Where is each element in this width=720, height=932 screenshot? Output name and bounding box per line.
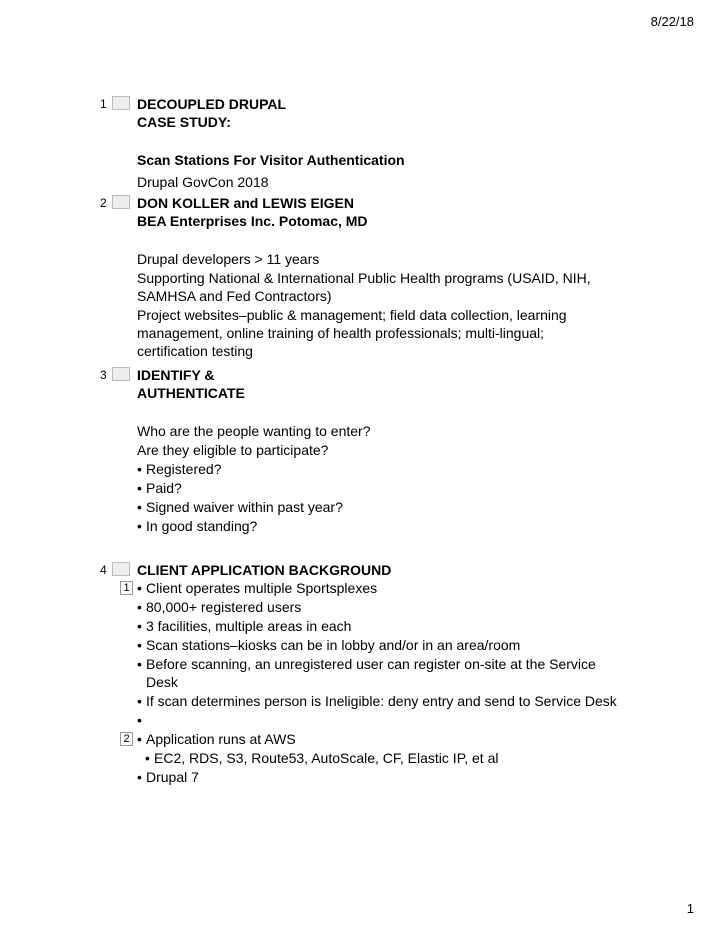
slide-thumbnail-icon xyxy=(112,367,130,381)
slide-subtitle: Scan Stations For Visitor Authentication xyxy=(137,152,405,168)
slide-title-line: CLIENT APPLICATION BACKGROUND xyxy=(137,562,392,578)
bullet-item xyxy=(123,730,617,748)
bullet-list xyxy=(123,579,617,786)
slide-number: 4 xyxy=(100,563,107,577)
slide-number: 2 xyxy=(100,196,107,210)
slide-title-line: IDENTIFY & xyxy=(137,367,215,383)
slide-title-line: DECOUPLED DRUPAL xyxy=(137,96,287,112)
slide-title-line: BEA Enterprises Inc. Potomac, MD xyxy=(137,213,368,229)
bullet-item: • 80,000+ registered users xyxy=(137,598,617,616)
slide-text-line: Who are the people wanting to enter? xyxy=(137,423,371,439)
bullet-list xyxy=(137,460,637,535)
page-date: 8/22/18 xyxy=(650,14,694,29)
bullet-text: Client operates multiple Sportsplexes xyxy=(146,580,378,596)
slide-title-line: AUTHENTICATE xyxy=(137,385,245,401)
slide-title-line: DON KOLLER and LEWIS EIGEN xyxy=(137,195,355,211)
bullet-item: • Before scanning, an unregistered user can register on-site at the Service Desk xyxy=(137,655,617,691)
slide-number: 3 xyxy=(100,368,107,382)
bullet-item: • Signed waiver within past year? xyxy=(137,498,637,516)
slide-text-line: Supporting National & International Public Health programs (USAID, NIH, SAMHSA and Fed Contractors) xyxy=(137,270,591,304)
bullet-item: • Scan stations–kiosks can be in lobby and/or in an area/room xyxy=(137,636,617,654)
slide-thumbnail-icon xyxy=(112,195,130,209)
sub-slide-ref: • 2 xyxy=(120,732,133,746)
slide-text-line: Are they eligible to participate? xyxy=(137,442,329,458)
slide-text-line: Drupal developers > 11 years xyxy=(137,251,320,267)
bullet-item: • Drupal 7 xyxy=(137,768,617,786)
bullet-item: • 3 facilities, multiple areas in each xyxy=(137,617,617,635)
bullet-item xyxy=(137,711,617,729)
slide-thumbnail-icon xyxy=(112,562,130,576)
bullet-item: • Paid? xyxy=(137,479,637,497)
slide-title-line: CASE STUDY: xyxy=(137,114,231,130)
slide-text-line: Project websites–public & management; field data collection, learning management, online training of health professionals; multi-lingual; certification testing xyxy=(137,307,567,359)
bullet-item: • EC2, RDS, S3, Route53, AutoScale, CF, Elastic IP, et al xyxy=(137,749,617,767)
slide-number: 1 xyxy=(100,97,107,111)
slide-thumbnail-icon xyxy=(112,96,130,110)
sub-slide-ref: • 1 xyxy=(120,581,133,595)
page-number: 1 xyxy=(686,901,694,916)
bullet-item: • If scan determines person is Ineligible: deny entry and send to Service Desk xyxy=(137,692,617,710)
bullet-item: • Registered? xyxy=(137,460,637,478)
bullet-item xyxy=(123,579,617,597)
slide-text-line: Drupal GovCon 2018 xyxy=(137,174,269,190)
bullet-text: Application runs at AWS xyxy=(146,731,296,747)
bullet-item: • In good standing? xyxy=(137,517,637,535)
